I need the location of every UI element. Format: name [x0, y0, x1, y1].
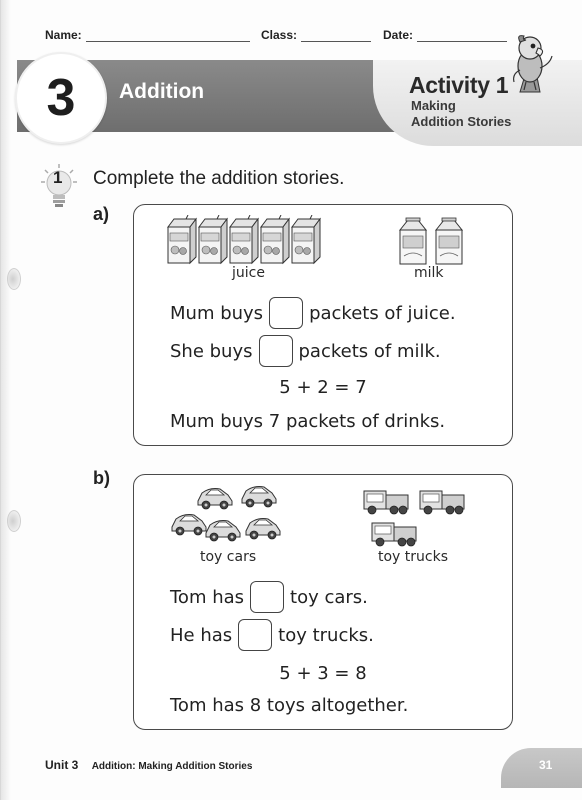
answer-box-cars[interactable]	[250, 581, 284, 613]
story-box-a	[133, 204, 513, 446]
footer-unit: Unit 3	[45, 758, 79, 772]
equation-a: 5 + 2 = 7	[279, 377, 367, 398]
milk-label: milk	[414, 265, 444, 281]
story-a-line-1	[170, 297, 456, 329]
toy-trucks-icon	[360, 483, 472, 553]
page-footer	[45, 758, 252, 772]
story-b-line-1-end: toy cars.	[290, 586, 368, 608]
student-info-line	[45, 28, 512, 44]
class-blank[interactable]	[301, 31, 371, 42]
activity-subtitle-line-2: Addition Stories	[411, 114, 512, 129]
binder-hole	[7, 268, 21, 290]
class-field[interactable]	[261, 28, 371, 42]
juice-packets-icon	[166, 215, 328, 265]
story-b-line-1-start: Tom has	[170, 586, 245, 608]
story-b-line-2	[170, 619, 374, 651]
story-a-line-2-end: packets of milk.	[298, 340, 441, 362]
story-b-conclusion: Tom has 8 toys altogether.	[170, 695, 409, 716]
story-a-line-1-start: Mum buys	[170, 302, 264, 324]
equation-b: 5 + 3 = 8	[279, 663, 367, 684]
name-field[interactable]	[45, 28, 250, 42]
story-b-line-2-end: toy trucks.	[278, 624, 374, 646]
story-box-b	[133, 474, 513, 730]
question-number: 1	[53, 168, 63, 187]
toy-trucks-label: toy trucks	[378, 549, 449, 565]
unit-number: 3	[46, 69, 76, 127]
story-a-line-1-end: packets of juice.	[309, 302, 456, 324]
part-b-label: b)	[93, 468, 110, 488]
page-number: 31	[539, 758, 553, 772]
name-label: Name:	[45, 28, 82, 42]
footer-subtitle: Addition: Making Addition Stories	[91, 761, 253, 772]
binder-hole	[7, 510, 21, 532]
class-label: Class:	[261, 28, 298, 42]
parrot-mascot-icon	[506, 32, 556, 98]
part-a-label: a)	[93, 204, 110, 224]
story-b-line-2-start: He has	[170, 624, 233, 646]
date-blank[interactable]	[417, 31, 507, 42]
story-a-line-2-start: She buys	[170, 340, 253, 362]
answer-box-trucks[interactable]	[238, 619, 272, 651]
story-b-line-1	[170, 581, 368, 613]
name-blank[interactable]	[86, 31, 250, 42]
date-label: Date:	[383, 28, 414, 42]
story-a-conclusion: Mum buys 7 packets of drinks.	[170, 411, 446, 432]
toy-cars-icon	[168, 483, 288, 547]
activity-title: Activity 1	[409, 72, 509, 98]
juice-label: juice	[232, 265, 265, 281]
page-edge-shadow	[1, 0, 11, 800]
unit-title: Addition	[119, 80, 205, 103]
answer-box-juice[interactable]	[269, 297, 303, 329]
answer-box-milk[interactable]	[259, 335, 293, 367]
question-text: Complete the addition stories.	[93, 168, 345, 189]
story-a-line-2	[170, 335, 441, 367]
activity-subtitle-line-1: Making	[411, 98, 456, 113]
unit-number-badge	[15, 52, 107, 144]
date-field[interactable]	[383, 28, 507, 42]
toy-cars-label: toy cars	[200, 549, 257, 565]
milk-cartons-icon	[396, 217, 468, 265]
